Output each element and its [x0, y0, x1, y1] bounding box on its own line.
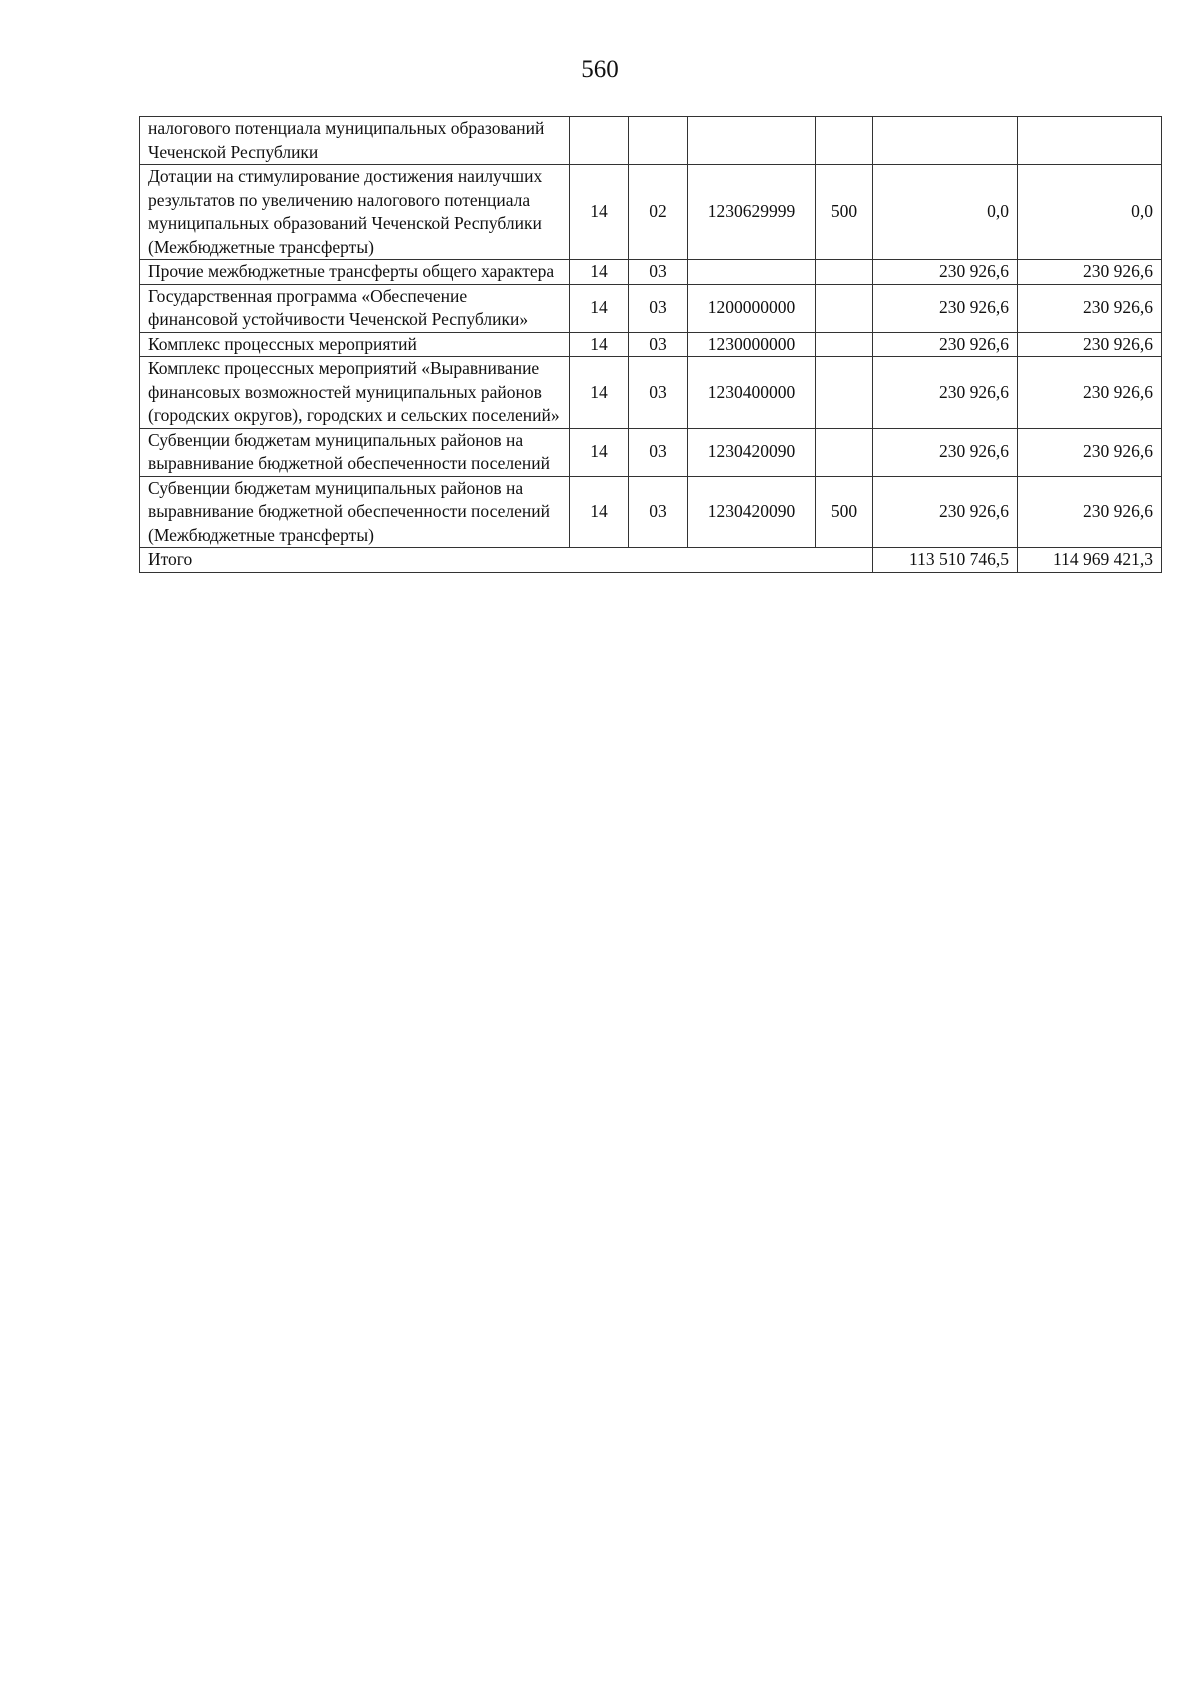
table-row: [140, 165, 1162, 260]
csr-cell: 1230000000: [688, 332, 816, 357]
vr-cell: 500: [816, 476, 873, 548]
rz-cell: 14: [570, 165, 629, 260]
sum-year1-cell: 230 926,6: [873, 428, 1018, 476]
pr-cell: 03: [629, 260, 688, 285]
row-name: налогового потенциала муниципальных образований Чеченской Республики: [140, 117, 570, 165]
rz-cell: 14: [570, 476, 629, 548]
table-row: [140, 357, 1162, 429]
sum-year2-cell: 230 926,6: [1018, 476, 1162, 548]
row-name: Государственная программа «Обеспечение финансовой устойчивости Чеченской Республики»: [140, 284, 570, 332]
page-number: 560: [581, 56, 619, 83]
pr-cell: 03: [629, 476, 688, 548]
sum-year2-cell: 0,0: [1018, 165, 1162, 260]
table-row: [140, 428, 1162, 476]
vr-cell: [816, 260, 873, 285]
sum-year2-cell: 230 926,6: [1018, 284, 1162, 332]
sum-year1-cell: [873, 117, 1018, 165]
pr-cell: 03: [629, 357, 688, 429]
csr-cell: 1230420090: [688, 476, 816, 548]
sum-year1-cell: 230 926,6: [873, 332, 1018, 357]
vr-cell: 500: [816, 165, 873, 260]
budget-table: [139, 116, 1162, 573]
sum-year2-cell: 230 926,6: [1018, 260, 1162, 285]
table-row: [140, 260, 1162, 285]
total-row: [140, 548, 1162, 573]
pr-cell: 03: [629, 284, 688, 332]
csr-cell: 1230400000: [688, 357, 816, 429]
total-sum-year1: 113 510 746,5: [873, 548, 1018, 573]
rz-cell: 14: [570, 332, 629, 357]
rz-cell: [570, 117, 629, 165]
csr-cell: [688, 117, 816, 165]
sum-year1-cell: 230 926,6: [873, 284, 1018, 332]
row-name: Комплекс процессных мероприятий: [140, 332, 570, 357]
vr-cell: [816, 332, 873, 357]
table-row: [140, 117, 1162, 165]
csr-cell: 1200000000: [688, 284, 816, 332]
total-sum-year2: 114 969 421,3: [1018, 548, 1162, 573]
pr-cell: 03: [629, 428, 688, 476]
sum-year2-cell: [1018, 117, 1162, 165]
csr-cell: [688, 260, 816, 285]
vr-cell: [816, 428, 873, 476]
total-label: Итого: [140, 548, 873, 573]
rz-cell: 14: [570, 357, 629, 429]
row-name: Субвенции бюджетам муниципальных районов на выравнивание бюджетной обеспеченности поселений: [140, 428, 570, 476]
sum-year1-cell: 230 926,6: [873, 357, 1018, 429]
sum-year1-cell: 0,0: [873, 165, 1018, 260]
rz-cell: 14: [570, 428, 629, 476]
vr-cell: [816, 357, 873, 429]
rz-cell: 14: [570, 260, 629, 285]
row-name: Комплекс процессных мероприятий «Выравнивание финансовых возможностей муниципальных районов (городских округов), городских и сельских поселений»: [140, 357, 570, 429]
sum-year2-cell: 230 926,6: [1018, 332, 1162, 357]
table-row: [140, 284, 1162, 332]
pr-cell: [629, 117, 688, 165]
sum-year2-cell: 230 926,6: [1018, 428, 1162, 476]
table-row: [140, 332, 1162, 357]
pr-cell: 03: [629, 332, 688, 357]
row-name: Прочие межбюджетные трансферты общего характера: [140, 260, 570, 285]
vr-cell: [816, 117, 873, 165]
row-name: Дотации на стимулирование достижения наилучших результатов по увеличению налогового потенциала муниципальных образований Чеченской Республики (Межбюджетные трансферты): [140, 165, 570, 260]
vr-cell: [816, 284, 873, 332]
sum-year1-cell: 230 926,6: [873, 260, 1018, 285]
rz-cell: 14: [570, 284, 629, 332]
csr-cell: 1230629999: [688, 165, 816, 260]
sum-year1-cell: 230 926,6: [873, 476, 1018, 548]
csr-cell: 1230420090: [688, 428, 816, 476]
sum-year2-cell: 230 926,6: [1018, 357, 1162, 429]
table-row: [140, 476, 1162, 548]
pr-cell: 02: [629, 165, 688, 260]
row-name: Субвенции бюджетам муниципальных районов на выравнивание бюджетной обеспеченности поселений (Межбюджетные трансферты): [140, 476, 570, 548]
